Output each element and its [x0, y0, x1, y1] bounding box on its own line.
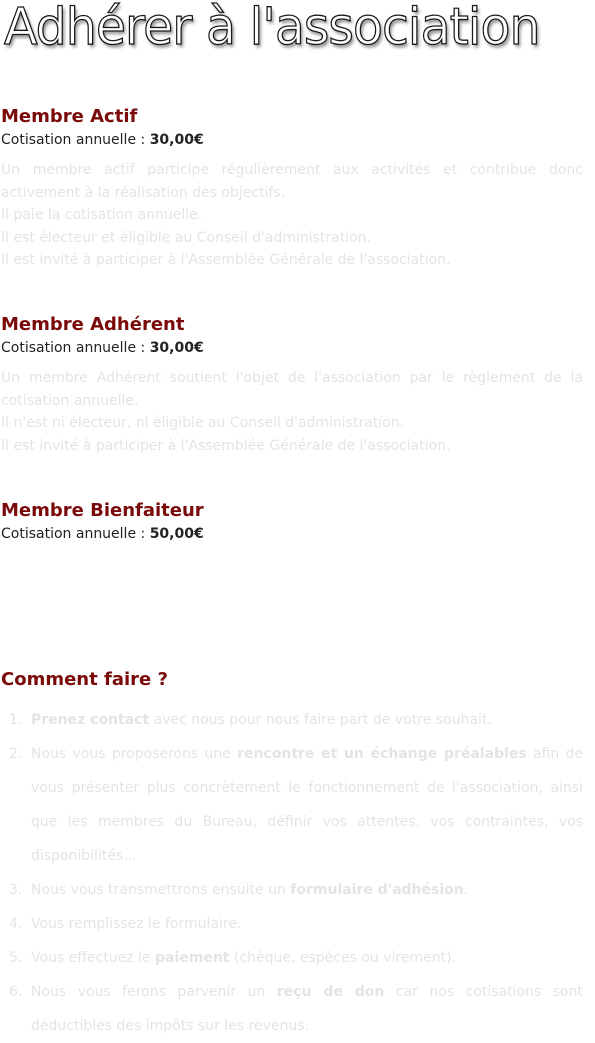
fee-label: Cotisation annuelle :	[1, 526, 150, 542]
description-line: Il est électeur et éligible au Conseil d'administration.	[1, 229, 372, 246]
description-line: Il est invité à participer à l'Assemblée Générale de l'association.	[1, 252, 451, 268]
step-text: Nous vous transmettrons ensuite un	[31, 882, 291, 898]
member-name: Membre Bienfaiteur	[1, 500, 204, 521]
step-number: 6.	[9, 984, 23, 1000]
step-bold: formulaire d'adhésion	[290, 882, 464, 898]
step-item	[1, 907, 583, 941]
step-number: 1.	[9, 712, 23, 728]
fee-label: Cotisation annuelle :	[1, 132, 150, 148]
description-line: Il n'est ni électeur, ni éligible au Conseil d'administration.	[1, 415, 405, 431]
step-text: Vous remplissez le formulaire.	[31, 916, 242, 932]
member-fee	[1, 130, 583, 150]
step-bold: paiement	[154, 950, 230, 966]
step-item	[1, 703, 583, 737]
step-bold: Prenez contact	[31, 712, 150, 728]
step-text: car nos cotisations sont déductibles des impôts sur les revenus.	[31, 984, 583, 1034]
step-text: Nous vous proposerons une	[31, 746, 238, 762]
member-description	[1, 159, 583, 272]
fee-label: Cotisation annuelle :	[1, 340, 150, 356]
step-number: 4.	[9, 916, 23, 932]
step-text: .	[463, 882, 469, 898]
description-line: Il paie la cotisation annuelle.	[1, 207, 203, 223]
step-text: afin de vous présenter plus concrètement le fonctionnement de l'association, ainsi que les membres du Bureau, définir vos attentes, vos contraintes, vos disponibilités...	[31, 746, 584, 864]
page-title: Adhérer à l'association	[4, 0, 540, 57]
description-line: Un membre Adhérent soutient l'objet de l'association par le règlement de la cotisation annuelle.	[1, 370, 583, 409]
member-section-bienfaiteur	[1, 500, 583, 544]
member-name: Membre Actif	[1, 106, 138, 127]
step-text: avec nous pour nous faire part de votre souhait.	[149, 712, 492, 728]
description-line: Un membre actif participe régulièrement aux activités et contribue donc activement à la réalisation des objectifs.	[1, 162, 583, 201]
fee-value: 30,00€	[149, 340, 204, 356]
member-section-adherent	[1, 314, 583, 457]
steps-list	[1, 703, 583, 1043]
step-item	[1, 941, 583, 975]
how-heading: Comment faire ?	[1, 669, 168, 690]
fee-value: 50,00€	[149, 526, 204, 542]
step-item	[1, 873, 583, 907]
member-fee	[1, 524, 583, 544]
member-name: Membre Adhérent	[1, 314, 185, 335]
description-line: Il est invité à participer à l'Assemblée Générale de l'association.	[1, 437, 451, 454]
member-section-actif	[1, 106, 583, 272]
step-number: 2.	[9, 746, 23, 762]
step-item	[1, 975, 583, 1043]
step-text: (chèque, espèces ou virement).	[229, 950, 456, 966]
how-section	[1, 669, 583, 691]
step-number: 3.	[9, 882, 23, 898]
step-number: 5.	[9, 950, 23, 966]
member-fee	[1, 338, 583, 358]
step-item	[1, 737, 583, 873]
fee-value: 30,00€	[149, 132, 204, 148]
step-text: Nous vous ferons parvenir un	[31, 984, 277, 1000]
step-text: Vous effectuez le	[31, 950, 155, 966]
step-bold: rencontre et un échange préalables	[237, 746, 527, 762]
member-description	[1, 367, 583, 457]
step-bold: reçu de don	[276, 984, 385, 1000]
